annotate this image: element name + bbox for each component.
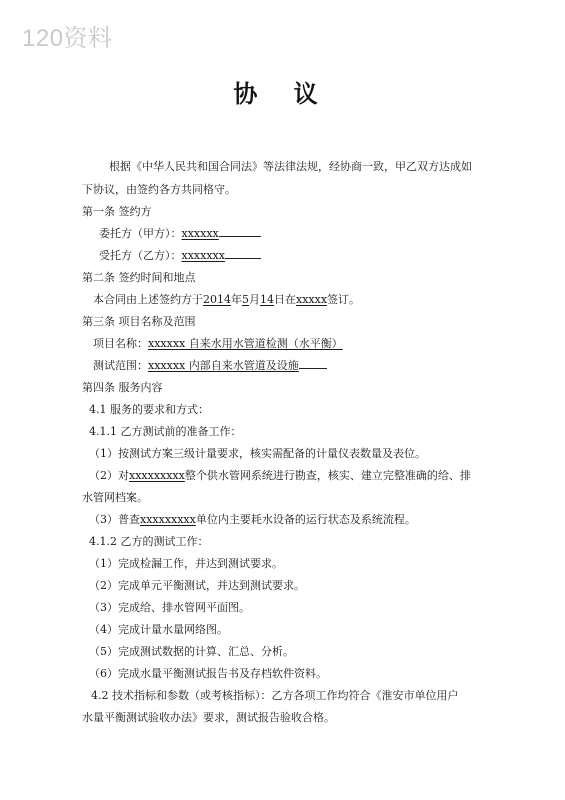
prep-item-2-name: xxxxxxxxx <box>129 469 185 482</box>
sign-place: xxxxx <box>296 293 328 306</box>
work-item-1: （1）完成检漏工作，并达到测试要求。 <box>89 557 283 570</box>
prep-item-2-post: 整个供水管网系统进行勘查，核实、建立完整准确的给、排 <box>184 469 471 482</box>
party-a-blank <box>219 226 261 237</box>
day-unit: 日在 <box>274 293 296 306</box>
test-scope-value: xxxxxx 内部自来水管道及设施 <box>148 359 299 372</box>
prep-item-2-pre: （2）对 <box>89 469 129 482</box>
month-unit: 月 <box>249 293 260 306</box>
article-2-text <box>93 291 360 307</box>
work-item-5: （5）完成测试数据的计算、汇总、分析。 <box>89 645 294 658</box>
prep-item-1: （1）按测试方案三级计量要求，核实需配备的计量仪表数量及表位。 <box>89 447 426 460</box>
prep-item-3 <box>89 511 416 527</box>
article-4-heading: 第四条 服务内容 <box>82 381 163 394</box>
article-2-heading: 第二条 签约时间和地点 <box>82 271 196 284</box>
work-item-3: （3）完成给、排水管网平面图。 <box>89 601 250 614</box>
work-item-2: （2）完成单元平衡测试，并达到测试要求。 <box>89 579 305 592</box>
party-a-value: xxxxxx <box>181 227 219 240</box>
prep-item-3-pre: （3）普查 <box>89 513 140 526</box>
prep-item-2 <box>89 467 471 483</box>
preamble-line-1: 根据《中华人民共和国合同法》等法律法规，经协商一致，甲乙双方达成如 <box>109 160 472 173</box>
article-1-heading: 第一条 签约方 <box>82 205 152 218</box>
document-title: 协 议 <box>233 80 332 108</box>
party-b-blank <box>225 248 261 259</box>
article-2-text-pre: 本合同由上述签约方于 <box>93 293 203 306</box>
prep-item-3-name: xxxxxxxxx <box>140 513 196 526</box>
prep-item-3-post: 单位内主要耗水设备的运行状态及系统流程。 <box>195 513 416 526</box>
prep-item-2-cont: 水管网档案。 <box>82 491 148 504</box>
section-4-1-2: 4.1.2 乙方的测试工作： <box>89 535 209 548</box>
sign-month: 5 <box>242 293 249 306</box>
preamble-line-2: 下协议，由签约各方共同格守。 <box>82 183 236 196</box>
project-name-label: 项目名称： <box>93 337 148 350</box>
sign-year: 2014 <box>203 293 231 306</box>
party-b-label: 受托方（乙方）： <box>99 249 182 262</box>
project-name-row <box>93 335 343 351</box>
party-b-value: xxxxxxx <box>181 249 225 262</box>
party-a-row <box>99 225 261 241</box>
watermark: 120资料 <box>22 25 113 52</box>
section-4-2-line-1: 4.2 技术指标和参数（或考核指标）：乙方各项工作均符合《淮安市单位用户 <box>91 689 459 702</box>
party-b-row <box>99 247 261 263</box>
section-4-1: 4.1 服务的要求和方式： <box>89 403 209 416</box>
test-scope-row <box>93 357 327 373</box>
test-scope-blank <box>299 358 327 369</box>
work-item-4: （4）完成计量水量网络图。 <box>89 623 228 636</box>
section-4-2-line-2: 水量平衡测试验收办法》要求，测试报告验收合格。 <box>82 711 335 724</box>
project-name-value: xxxxxx 自来水用水管道检测（水平衡） <box>148 337 343 350</box>
article-2-text-post: 签订。 <box>327 293 361 306</box>
party-a-label: 委托方（甲方）： <box>99 227 182 240</box>
section-4-1-1: 4.1.1 乙方测试前的准备工作： <box>89 425 242 438</box>
sign-day: 14 <box>260 293 274 306</box>
work-item-6: （6）完成水量平衡测试报告书及存档软件资料。 <box>89 667 327 680</box>
article-3-heading: 第三条 项目名称及范围 <box>82 315 196 328</box>
test-scope-label: 测试范围： <box>93 359 148 372</box>
year-unit: 年 <box>231 293 242 306</box>
